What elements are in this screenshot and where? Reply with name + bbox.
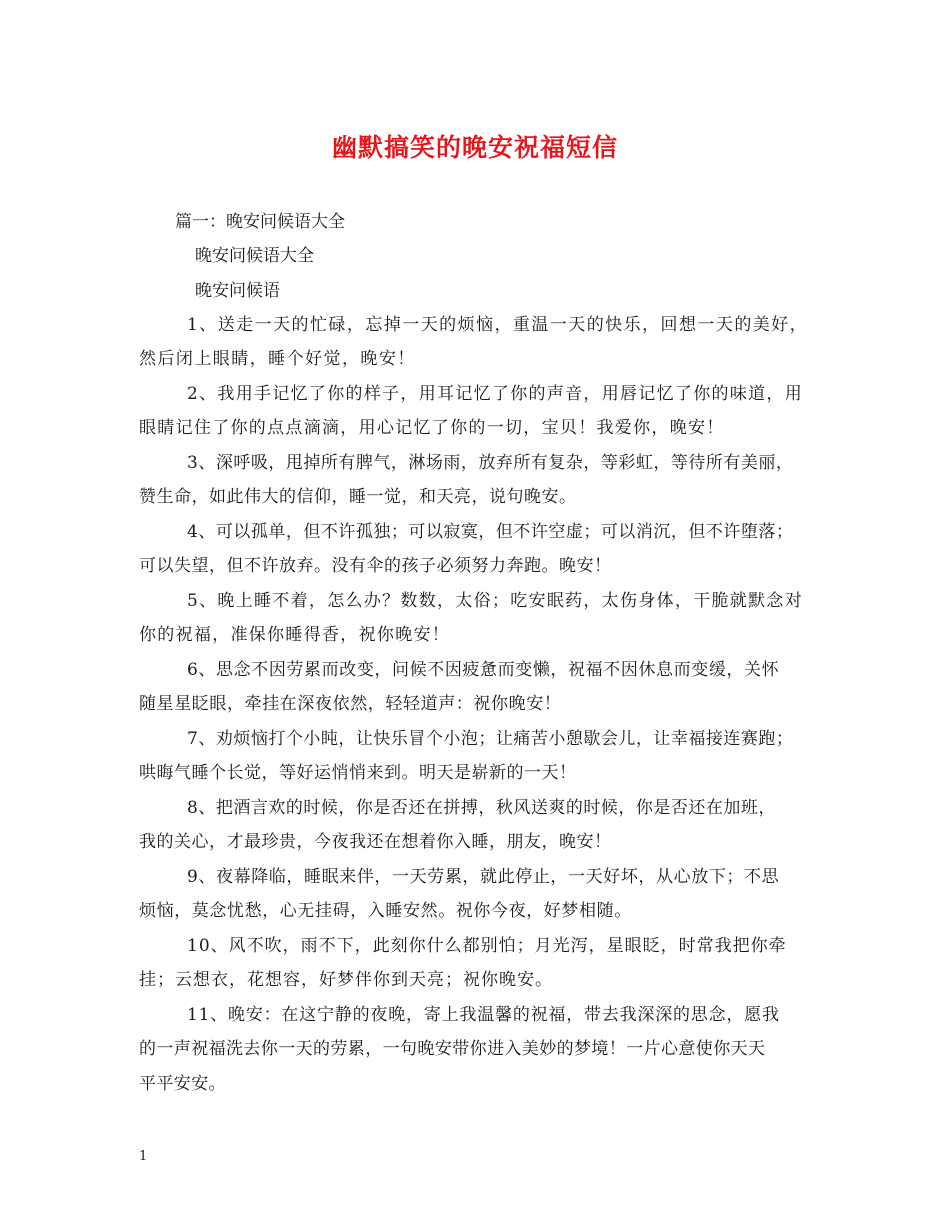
paragraph-line: 8、把酒言欢的时候，你是否还在拼搏，秋风送爽的时候，你是否还在加班，	[187, 798, 776, 818]
document-title: 幽默搞笑的晚安祝福短信	[331, 133, 618, 162]
paragraph-line: 1、送走一天的忙碌，忘掉一天的烦恼，重温一天的快乐，回想一天的美好，	[187, 315, 809, 335]
subheading: 晚安问候语	[195, 281, 280, 301]
paragraph-line: 5、晚上睡不着，怎么办？数数，太俗；吃安眠药，太伤身体，干脆就默念对	[187, 591, 804, 611]
paragraph-line: 你的祝福，准保你睡得香，祝你晚安！	[139, 625, 451, 645]
paragraph-line: 平平安安。	[139, 1074, 226, 1094]
section-heading: 篇一：晚安问候语大全	[175, 212, 345, 232]
paragraph-line: 然后闭上眼睛，睡个好觉，晚安！	[139, 349, 416, 369]
paragraph-line: 烦恼，莫念忧愁，心无挂碍，入睡安然。祝你今夜，好梦相随。	[139, 901, 632, 921]
subheading: 晚安问候语大全	[195, 246, 314, 266]
paragraph-line: 7、劝烦恼打个小盹，让快乐冒个小泡；让痛苦小憩歇会儿，让幸福接连赛跑；	[187, 729, 794, 749]
paragraph-line: 挂；云想衣，花想容，好梦伴你到天亮；祝你晚安。	[139, 970, 553, 990]
paragraph-line: 3、深呼吸，甩掉所有脾气，淋场雨，放弃所有复杂，等彩虹，等待所有美丽，	[187, 453, 794, 473]
paragraph-line: 的一声祝福洗去你一天的劳累，一句晚安带你进入美妙的梦境！一片心意使你天天	[139, 1039, 766, 1059]
paragraph-line: 哄晦气睡个长觉，等好运悄悄来到。明天是崭新的一天！	[139, 763, 577, 783]
page-number: 1	[139, 1149, 148, 1164]
paragraph-line: 10、风不吹，雨不下，此刻你什么都别怕；月光泻，星眼眨，时常我把你牵	[187, 936, 787, 956]
paragraph-line: 9、夜幕降临，睡眠来伴，一天劳累，就此停止，一天好坏，从心放下；不思	[187, 867, 780, 887]
paragraph-line: 随星星眨眼，牵挂在深夜依然，轻轻道声：祝你晚安！	[139, 694, 562, 714]
paragraph-line: 眼睛记住了你的点点滴滴，用心记忆了你的一切，宝贝！我爱你，晚安！	[139, 418, 725, 438]
paragraph-line: 我的关心，才最珍贵，今夜我还在想着你入睡，朋友，晚安！	[139, 832, 612, 852]
paragraph-line: 4、可以孤单，但不许孤独；可以寂寞，但不许空虚；可以消沉，但不许堕落；	[187, 522, 794, 542]
paragraph-line: 2、我用手记忆了你的样子，用耳记忆了你的声音，用唇记忆了你的味道，用	[187, 384, 804, 404]
paragraph-line: 6、思念不因劳累而改变，问候不因疲惫而变懒，祝福不因休息而变缓，关怀	[187, 660, 780, 680]
paragraph-line: 可以失望，但不许放弃。没有伞的孩子必须努力奔跑。晚安！	[139, 556, 612, 576]
paragraph-line: 11、晚安：在这宁静的夜晚，寄上我温馨的祝福，带去我深深的思念，愿我	[187, 1005, 780, 1025]
paragraph-line: 赞生命，如此伟大的信仰，睡一觉，和天亮，说句晚安。	[139, 487, 577, 507]
